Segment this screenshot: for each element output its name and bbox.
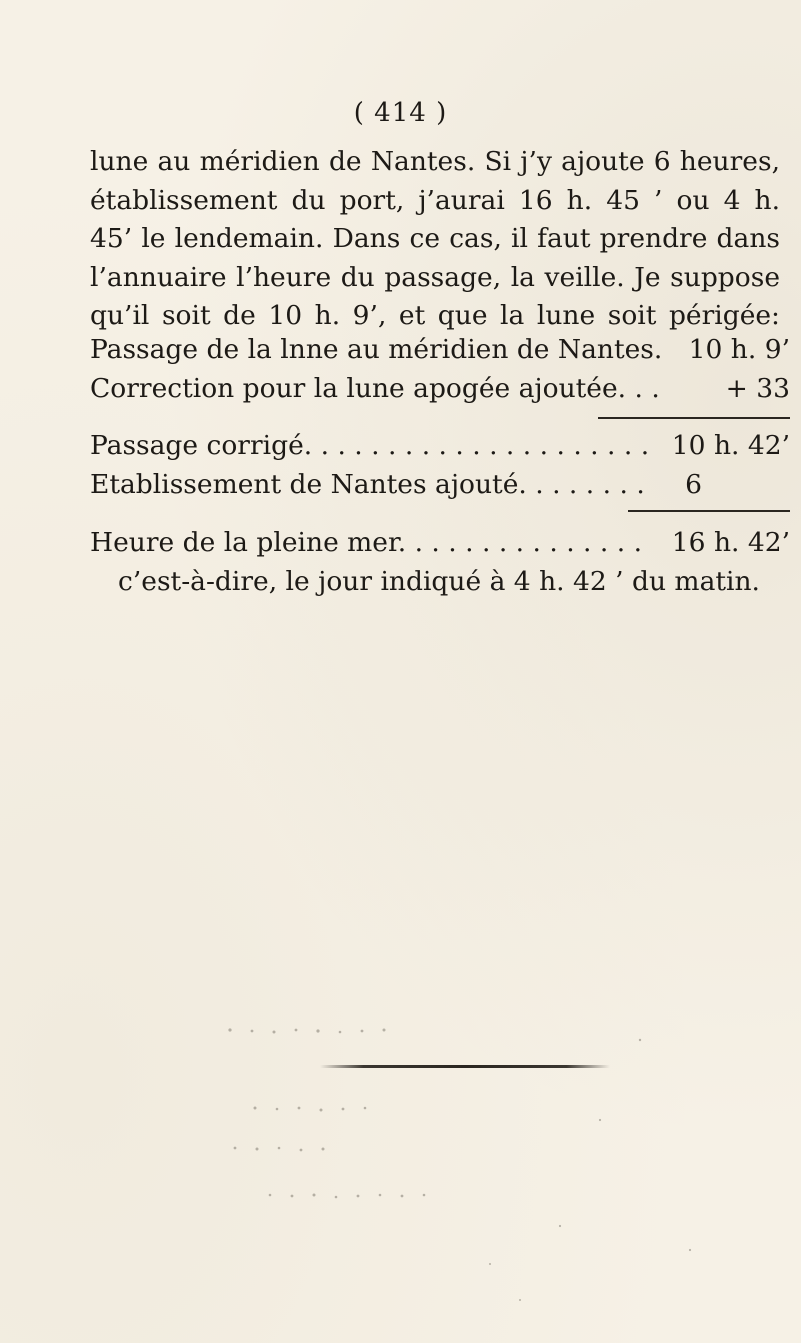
calc-row-corrected xyxy=(90,430,790,468)
calc-value: 6 xyxy=(685,469,702,500)
calc-row-passage xyxy=(90,334,790,372)
calc-label: Correction pour la lune apogée ajoutée. . . xyxy=(90,373,660,404)
calc-row-correction xyxy=(90,373,790,411)
calc-label: Passage corrigé. . . . . . . . . . . . . . . . . . . . . xyxy=(90,430,650,461)
page-number: ( 414 ) xyxy=(353,98,448,128)
paragraph-line: 45’ le lendemain. Dans ce cas, il faut prendre dans xyxy=(90,223,780,254)
closing-sentence: c’est-à-dire, le jour indiqué à 4 h. 42 ’ du matin. xyxy=(118,566,760,597)
calc-label: Passage de la lnne au méridien de Nantes. xyxy=(90,334,663,365)
calc-value: 16 h. 42’ xyxy=(671,527,790,558)
paragraph xyxy=(90,143,780,336)
calc-label: Etablissement de Nantes ajouté. . . . . . . . xyxy=(90,469,645,500)
calc-row-establishment xyxy=(90,469,790,507)
ornamental-rule xyxy=(320,1065,610,1068)
sum-rule xyxy=(628,510,790,512)
calc-value: 10 h. 9’ xyxy=(688,334,790,365)
calc-value: 10 h. 42’ xyxy=(671,430,790,461)
calc-value: + 33 xyxy=(725,373,790,404)
calc-row-high-tide xyxy=(90,527,790,565)
paragraph-line: établissement du port, j’aurai 16 h. 45 ’ ou 4 h. xyxy=(90,184,780,216)
paragraph-line: lune au méridien de Nantes. Si j’y ajoute 6 heures, xyxy=(90,146,780,177)
paragraph-line: qu’il soit de 10 h. 9’, et que la lune soit périgée: xyxy=(90,300,780,331)
calc-label: Heure de la pleine mer. . . . . . . . . . . . . . . xyxy=(90,527,643,558)
paragraph-line: l’annuaire l’heure du passage, la veille. Je suppose xyxy=(90,261,780,293)
sum-rule xyxy=(598,417,790,419)
